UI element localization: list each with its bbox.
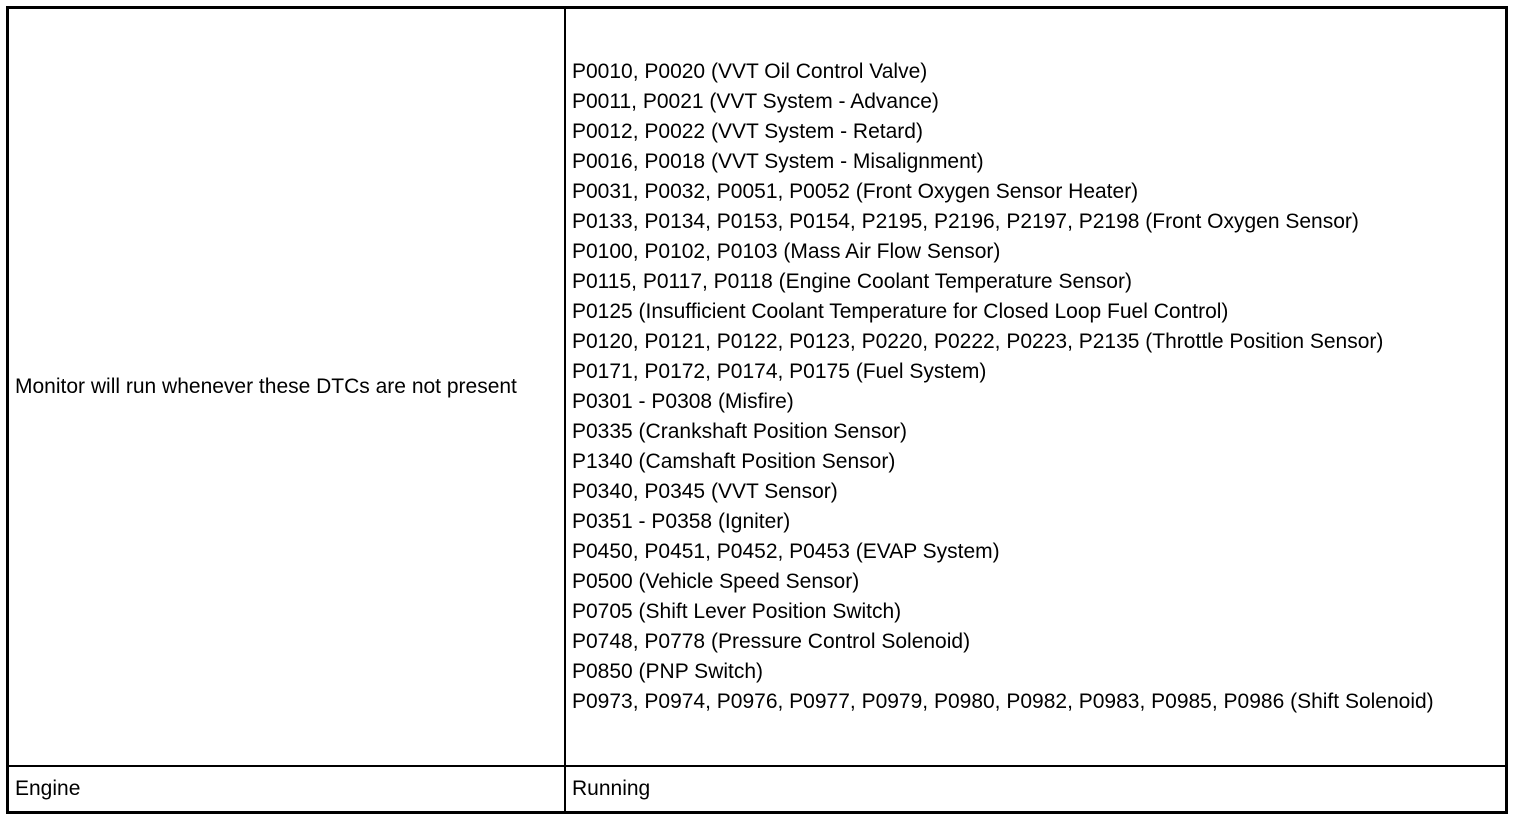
dtc-entry: P0171, P0172, P0174, P0175 (Fuel System) [572,359,987,383]
dtc-entry: P0450, P0451, P0452, P0453 (EVAP System) [572,539,1000,563]
table-row [8,8,1507,766]
dtc-entry: P0850 (PNP Switch) [572,659,764,683]
dtc-entry: P0351 - P0358 (Igniter) [572,509,791,533]
dtc-entry: P0301 - P0308 (Misfire) [572,389,794,413]
dtc-entry: P0705 (Shift Lever Position Switch) [572,599,902,623]
dtc-entry: P0340, P0345 (VVT Sensor) [572,479,838,503]
dtc-entry: P0010, P0020 (VVT Oil Control Valve) [572,59,928,83]
dtc-entry: P0335 (Crankshaft Position Sensor) [572,419,908,443]
condition-label-cell: Monitor will run whenever these DTCs are not present [8,8,566,766]
dtc-entry: P0100, P0102, P0103 (Mass Air Flow Sensor) [572,239,1001,263]
dtc-entry: P0011, P0021 (VVT System - Advance) [572,89,939,113]
dtc-entry: P0748, P0778 (Pressure Control Solenoid) [572,629,971,653]
dtc-entry: P1340 (Camshaft Position Sensor) [572,449,896,473]
condition-value-cell: Running [565,766,1507,813]
dtc-entry: P0012, P0022 (VVT System - Retard) [572,119,923,143]
dtc-entry: P0120, P0121, P0122, P0123, P0220, P0222, P0223, P2135 (Throttle Position Sensor) [572,329,1384,353]
dtc-list-cell [565,8,1507,766]
table-row [8,766,1507,813]
dtc-entry: P0031, P0032, P0051, P0052 (Front Oxygen Sensor Heater) [572,179,1139,203]
dtc-entry: P0016, P0018 (VVT System - Misalignment) [572,149,984,173]
dtc-entry: P0133, P0134, P0153, P0154, P2195, P2196, P2197, P2198 (Front Oxygen Sensor) [572,209,1359,233]
dtc-entry: P0115, P0117, P0118 (Engine Coolant Temperature Sensor) [572,269,1132,293]
dtc-entry: P0125 (Insufficient Coolant Temperature for Closed Loop Fuel Control) [572,299,1229,323]
dtc-entry: P0500 (Vehicle Speed Sensor) [572,569,860,593]
condition-label-cell: Engine [8,766,566,813]
dtc-entry: P0973, P0974, P0976, P0977, P0979, P0980, P0982, P0983, P0985, P0986 (Shift Solenoid) [572,689,1434,713]
dtc-conditions-table [6,6,1508,814]
